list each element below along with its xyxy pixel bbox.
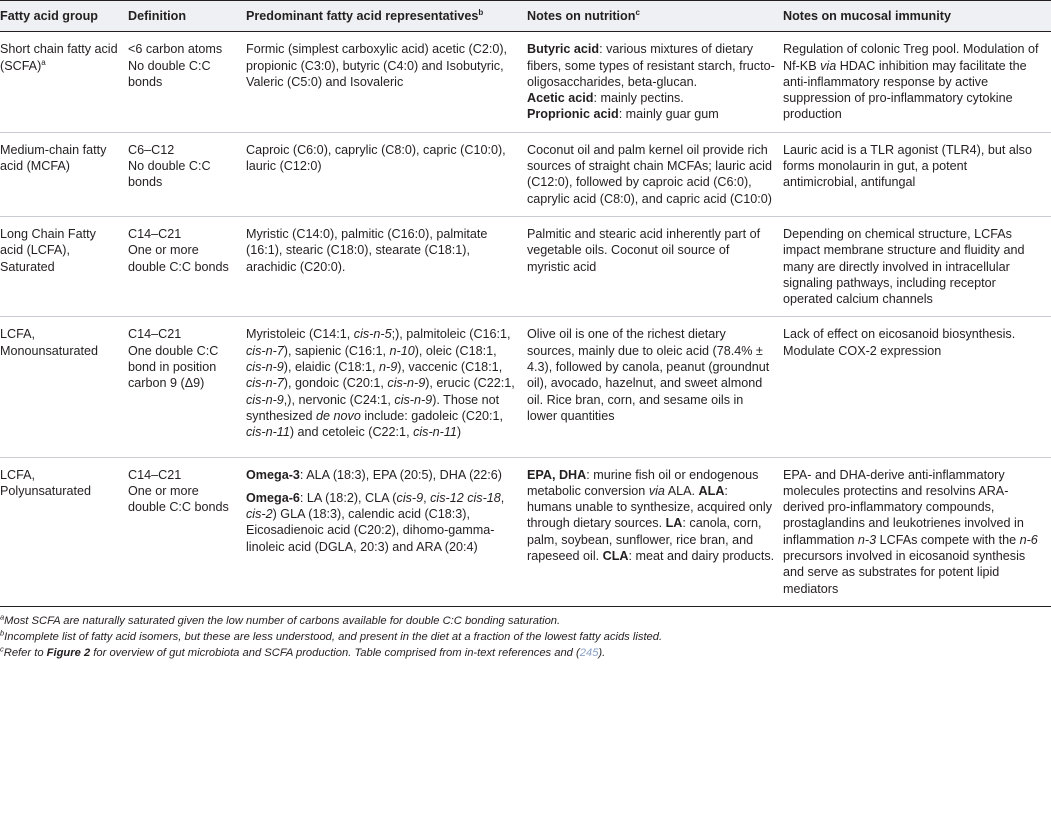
cell-fatty-acid-group [0, 216, 128, 316]
cell-fatty-acid-group [0, 132, 128, 216]
footnote-text: Refer to [3, 647, 47, 659]
table-row [0, 317, 1051, 457]
definition-line: C14–C21 [128, 327, 182, 342]
footnote-text: Incomplete list of fatty acid isomers, but these are less understood, and present in the diet at a fraction of the lowest fatty acids listed. [4, 631, 663, 643]
representatives-paragraph [246, 226, 519, 275]
table-row [0, 32, 1051, 132]
cell-fatty-acid-group [0, 32, 128, 132]
cell-fatty-acid-group [0, 457, 128, 606]
table-row [0, 132, 1051, 216]
cell-definition [128, 317, 246, 457]
header-mucosal-immunity: Notes on mucosal immunity [783, 1, 1051, 32]
nutrition-text: : various mixtures of dietary fibers, some types of resistant starch, fructo-oligosaccharides, beta-glucan. [527, 42, 775, 89]
definition-line: <6 carbon atoms [128, 42, 223, 57]
cell-nutrition [527, 457, 783, 606]
header-representatives-mark: b [478, 7, 484, 17]
immunity-text: Regulation of colonic Treg pool. Modulation of Nf-KB via HDAC inhibition may facilitate the anti-inflammatory response by active suppression of pro-inflammatory cytokine production [783, 42, 1039, 122]
definition-line: One or more double C:C bonds [128, 483, 229, 515]
immunity-text: Lack of effect on eicosanoid biosynthesis. Modulate COX-2 expression [783, 327, 1016, 358]
header-representatives: Predominant fatty acid representatives$^b$ [246, 1, 527, 32]
group-footnote-mark: a [41, 57, 46, 67]
nutrition-line [527, 90, 775, 106]
nutrition-line [527, 106, 775, 122]
nutrition-term: Acetic acid [527, 91, 594, 106]
definition-line: One double C:C bond in position carbon 9 (Δ9) [128, 343, 219, 391]
representatives-text: Myristoleic (C14:1, cis-n-5;), palmitoleic (C16:1, cis-n-7), sapienic (C16:1, n-10), oleic (C18:1, cis-n-9), elaidic (C18:1, n-9), vaccenic (C18:1, cis-n-7), gondoic (C20:1, cis-n-9), erucic (C22:1, cis-n-9,), nervonic (C24:1, cis-n-9). Those not synthesized de novo include: gadoleic (C20:1, cis-n-11) and cetoleic (C22:1, cis-n-11) [246, 327, 515, 440]
footnote-text: Most SCFA are naturally saturated given the low number of carbons available for double C:C bonding saturation. [4, 615, 561, 627]
nutrition-text: : mainly pectins. [593, 91, 684, 106]
cell-representatives [246, 32, 527, 132]
representatives-paragraph [246, 41, 519, 90]
cell-nutrition [527, 32, 783, 132]
header-nutrition: Notes on nutrition$^c$ [527, 1, 783, 32]
nutrition-text: Coconut oil and palm kernel oil provide rich sources of straight chain MCFAs; lauric acid (C12:0), followed by caproic acid (C6:0), caprylic acid (C8:0), and capric acid (C10:0) [527, 142, 772, 206]
group-label: Medium-chain fatty acid (MCFA) [0, 142, 107, 174]
nutrition-term: CLA [602, 549, 629, 564]
nutrition-term: ALA [698, 483, 725, 498]
footnote-text: for overview of gut microbiota and SCFA production. Table comprised from in-text references and ( [90, 647, 580, 659]
group-label: LCFA, Monounsaturated [0, 327, 99, 358]
representatives-paragraph [246, 142, 519, 175]
representatives-text: Myristic (C14:0), palmitic (C16:0), palmitate (16:1), stearic (C18:0), stearate (C18:1), arachidic (C20:0). [246, 226, 488, 274]
header-fatty-acid-group: Fatty acid group [0, 1, 128, 32]
table-row [0, 216, 1051, 316]
definition-line: One or more double C:C bonds [128, 243, 229, 274]
representatives-text: : LA (18:2), CLA (cis-9, cis-12 cis-18, cis-2) GLA (18:3), calendic acid (C18:3), Eicosadienoic acid (C20:2), dihomo-gamma-linoleic acid (DGLA, 20:3) and ARA (20:4) [246, 490, 505, 554]
footnote [0, 630, 1040, 644]
cell-definition [128, 132, 246, 216]
header-definition: Definition [128, 1, 246, 32]
nutrition-line [527, 41, 775, 90]
group-label: LCFA, Polyunsaturated [0, 467, 92, 498]
representatives-text: : ALA (18:3), EPA (20:5), DHA (22:6) [299, 467, 502, 482]
footnote-mark: a [0, 612, 5, 622]
definition-line: No double C:C bonds [128, 159, 211, 190]
definition-line: No double C:C bonds [128, 58, 211, 89]
cell-mucosal-immunity [783, 132, 1051, 216]
header-nutrition-mark: c [635, 7, 640, 17]
table-header-row [0, 1, 1051, 32]
nutrition-text: : mainly guar gum [618, 107, 719, 122]
footnote-text: ). [598, 647, 606, 659]
cell-mucosal-immunity [783, 32, 1051, 132]
cell-nutrition [527, 216, 783, 316]
nutrition-term: EPA, DHA [527, 467, 587, 482]
definition-line: C14–C21 [128, 467, 182, 482]
cell-mucosal-immunity [783, 216, 1051, 316]
cell-mucosal-immunity [783, 457, 1051, 606]
footnote [0, 646, 1040, 660]
group-label: Long Chain Fatty acid (LCFA), Saturated [0, 226, 96, 274]
cell-representatives [246, 216, 527, 316]
cell-definition [128, 216, 246, 316]
footnote [0, 614, 1040, 628]
representatives-paragraph [246, 467, 519, 483]
representatives-term: Omega-3 [246, 467, 300, 482]
nutrition-term: LA [665, 516, 683, 531]
nutrition-text: : canola, corn, palm, soybean, sunflower, rice bran, and rapeseed oil. [527, 516, 762, 564]
representatives-text: Caproic (C6:0), caprylic (C8:0), capric (C10:0), lauric (C12:0) [246, 142, 506, 174]
nutrition-text: : murine fish oil or endogenous metabolic conversion via ALA. [527, 467, 759, 498]
nutrition-term: Proprionic acid [527, 107, 619, 122]
representatives-paragraph [246, 490, 519, 555]
table-row [0, 457, 1051, 606]
nutrition-text: : meat and dairy products. [628, 549, 775, 564]
footnote-mark: c [0, 644, 4, 654]
representatives-paragraph [246, 326, 519, 440]
representatives-term: Omega-6 [246, 490, 300, 505]
table-body [0, 32, 1051, 607]
nutrition-text: Olive oil is one of the richest dietary sources, mainly due to oleic acid (78.4% ± 4.3), followed by canola, peanut (groundnut oil), avocado, hazelnut, and sweet almond oil. Rice bran, corn, and sesame oils in lower quantities [527, 327, 770, 423]
cell-representatives [246, 317, 527, 457]
cell-nutrition [527, 317, 783, 457]
cell-representatives [246, 132, 527, 216]
cell-definition [128, 457, 246, 606]
nutrition-term: Butyric acid [527, 42, 600, 57]
immunity-text: Depending on chemical structure, LCFAs impact membrane structure and fluidity and many are directly involved in intracellular signaling pathways, including receptor operated calcium channels [783, 226, 1025, 307]
representatives-text: Formic (simplest carboxylic acid) acetic (C2:0), propionic (C3:0), butyric (C4:0) and Isobutyric, Valeric (C5:0) and Isovaleric [246, 42, 508, 89]
nutrition-text: : humans unable to synthesize, acquired only through dietary sources. [527, 483, 773, 531]
footnote-mark: b [0, 628, 5, 638]
group-label: Short chain fatty acid (SCFA) [0, 42, 118, 73]
reference-link[interactable]: 245 [579, 647, 599, 659]
cell-mucosal-immunity [783, 317, 1051, 457]
definition-line: C14–C21 [128, 226, 182, 241]
cell-representatives [246, 457, 527, 606]
cell-definition [128, 32, 246, 132]
cell-nutrition [527, 132, 783, 216]
immunity-text: Lauric acid is a TLR agonist (TLR4), but also forms monolaurin in gut, a potent antimicrobial, antifungal [783, 142, 1032, 190]
cell-fatty-acid-group [0, 317, 128, 457]
definition-line: C6–C12 [128, 142, 175, 157]
nutrition-text: Palmitic and stearic acid inherently part of vegetable oils. Coconut oil source of myristic acid [527, 226, 761, 274]
immunity-text: EPA- and DHA-derive anti-inflammatory molecules protectins and resolvins ARA-derived pro-inflammatory compounds, prostaglandins and leukotrienes involved in inflammation n-3 LCFAs compete with the n-6 precursors involved in eicosanoid synthesis and serve as substrates for potent lipid mediators [783, 467, 1038, 596]
figure-reference: Figure 2 [46, 647, 91, 659]
